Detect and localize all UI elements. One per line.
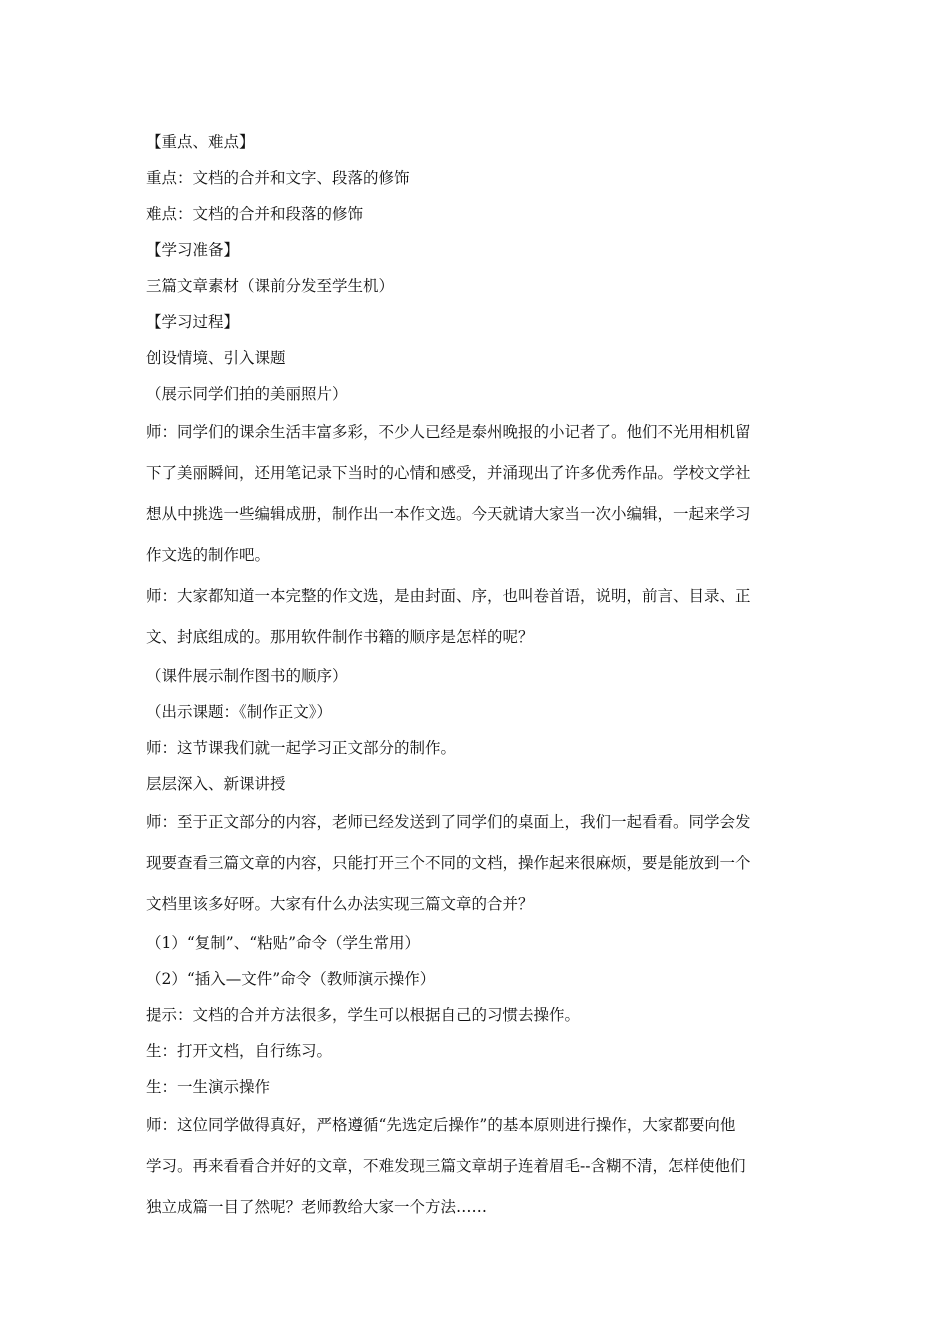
method-insert-file: （2）“插入—文件”命令（教师演示操作） — [146, 970, 436, 988]
paragraph-teacher-intro — [146, 412, 810, 576]
step-heading-intro: 创设情境、引入课题 — [146, 349, 286, 367]
paragraph-line: 师：同学们的课余生活丰富多彩，不少人已经是泰州晚报的小记者了。他们不光用相机留 — [146, 423, 751, 441]
paragraph-line: 作文选的制作吧。 — [146, 546, 271, 564]
step-heading-new-lesson: 层层深入、新课讲授 — [146, 775, 286, 793]
paragraph-book-structure — [146, 576, 810, 658]
section-heading-process: 【学习过程】 — [146, 313, 240, 331]
tip-line: 提示：文档的合并方法很多，学生可以根据自己的习惯去操作。 — [146, 1006, 581, 1024]
paragraph-line: 现要查看三篇文章的内容，只能打开三个不同的文档，操作起来很麻烦，要是能放到一个 — [146, 854, 751, 872]
paragraph-line: 独立成篇一目了然呢？老师教给大家一个方法…… — [146, 1198, 488, 1216]
student-demo-line: 生：一生演示操作 — [146, 1078, 271, 1096]
note-courseware-order: （课件展示制作图书的顺序） — [146, 667, 348, 685]
paragraph-line: 下了美丽瞬间，还用笔记录下当时的心情和感受，并涌现出了许多优秀作品。学校文学社 — [146, 464, 751, 482]
method-copy-paste: （1）“复制”、“粘贴”命令（学生常用） — [146, 934, 421, 952]
document-body — [146, 124, 810, 1228]
paragraph-line: 想从中挑选一些编辑成册，制作出一本作文选。今天就请大家当一次小编辑，一起来学习 — [146, 505, 751, 523]
difficult-point-line: 难点：文档的合并和段落的修饰 — [146, 205, 364, 223]
paragraph-line: 学习。再来看看合并好的文章，不难发现三篇文章胡子连着眉毛--含糊不清，怎样使他们 — [146, 1157, 746, 1175]
paragraph-line: 文、封底组成的。那用软件制作书籍的顺序是怎样的呢？ — [146, 628, 534, 646]
paragraph-line: 师：这位同学做得真好，严格遵循“先选定后操作”的基本原则进行操作，大家都要向他 — [146, 1116, 736, 1134]
paragraph-line: 师：大家都知道一本完整的作文选，是由封面、序，也叫卷首语，说明，前言、目录、正 — [146, 587, 751, 605]
note-show-topic: （出示课题：《制作正文》） — [146, 703, 333, 721]
student-practice-line: 生：打开文档，自行练习。 — [146, 1042, 333, 1060]
key-point-line: 重点：文档的合并和文字、段落的修饰 — [146, 169, 410, 187]
note-show-photos: （展示同学们拍的美丽照片） — [146, 385, 348, 403]
section-heading-key-points: 【重点、难点】 — [146, 133, 255, 151]
paragraph-merge-question — [146, 802, 810, 925]
paragraph-teacher-praise — [146, 1105, 810, 1228]
teacher-line-topic: 师：这节课我们就一起学习正文部分的制作。 — [146, 739, 457, 757]
section-heading-preparation: 【学习准备】 — [146, 241, 240, 259]
paragraph-line: 师：至于正文部分的内容，老师已经发送到了同学们的桌面上，我们一起看看。同学会发 — [146, 813, 751, 831]
paragraph-line: 文档里该多好呀。大家有什么办法实现三篇文章的合并？ — [146, 895, 534, 913]
preparation-line: 三篇文章素材（课前分发至学生机） — [146, 277, 395, 295]
